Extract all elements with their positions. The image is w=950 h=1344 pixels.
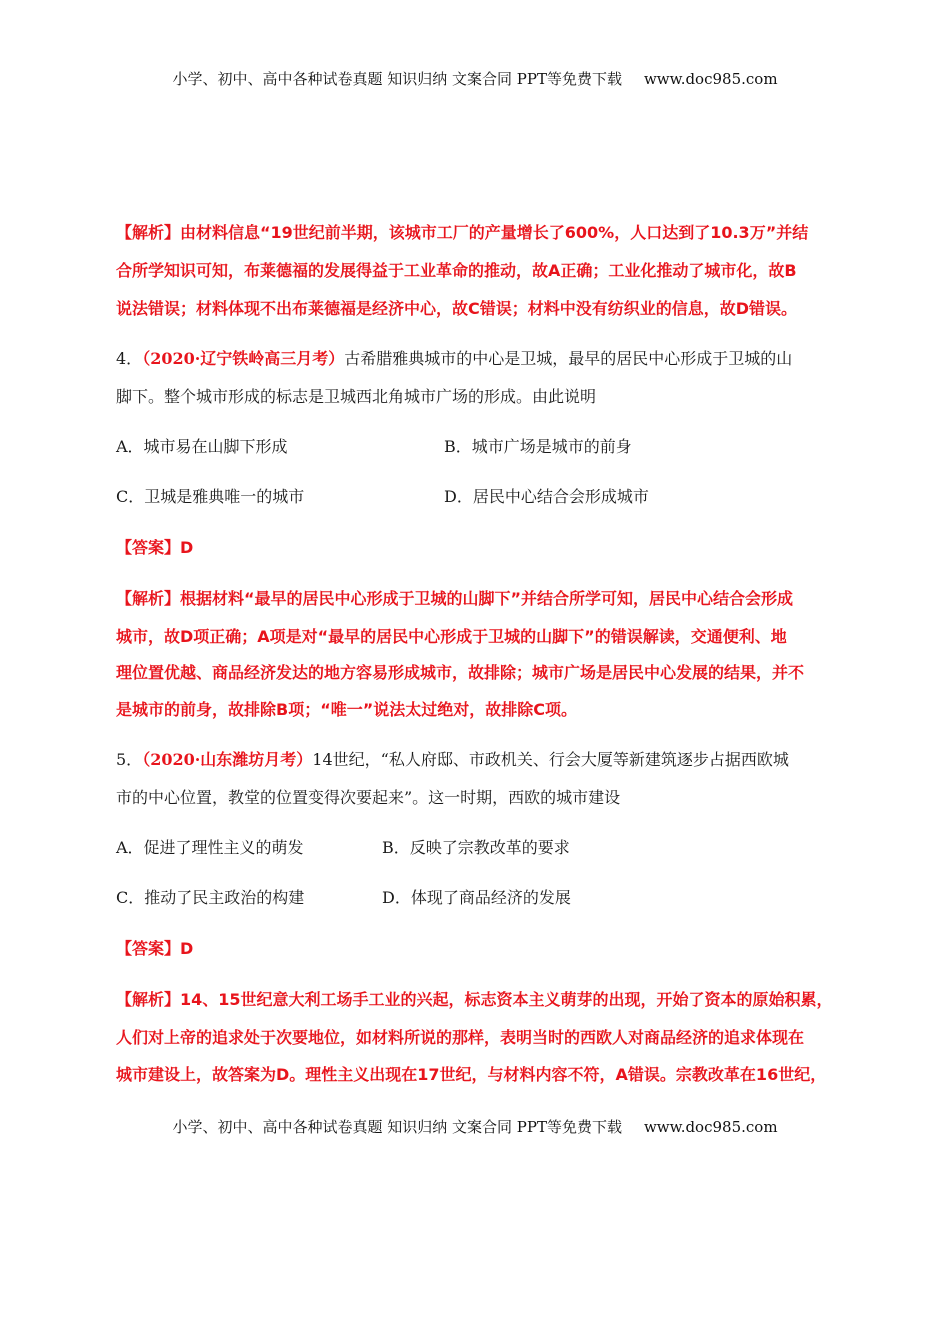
q5-analysis-line-3: 城市建设上，故答案为D。理性主义出现在17世纪，与材料内容不符，A错误。宗教改革在16世纪， [116, 1065, 827, 1084]
prev-analysis-line-1: 【解析】由材料信息“19世纪前半期，该城市工厂的产量增长了600%，人口达到了10.3万”并结 [116, 223, 809, 242]
q5-option-b: B．反映了宗教改革的要求 [382, 838, 570, 857]
q4-option-b: B．城市广场是城市的前身 [444, 437, 632, 456]
q4-stem-line-2: 脚下。整个城市形成的标志是卫城西北角城市广场的形成。由此说明 [116, 387, 597, 406]
footer-site-link[interactable]: www.doc985.com [643, 1118, 778, 1136]
q4-analysis-line-2: 城市，故D项正确；A项是对“最早的居民中心形成于卫城的山脚下”的错误解读，交通便利、地 [116, 627, 787, 646]
q4-option-d: D．居民中心结合会形成城市 [444, 487, 649, 506]
prev-analysis-line-3: 说法错误；材料体现不出布莱德福是经济中心，故C错误；材料中没有纺织业的信息，故D错误。 [116, 299, 798, 318]
q4-analysis-line-1: 【解析】根据材料“最早的居民中心形成于卫城的山脚下”并结合所学可知，居民中心结合会形成 [116, 589, 794, 608]
q5-answer: 【答案】D [116, 939, 194, 958]
q5-analysis-line-2: 人们对上帝的追求处于次要地位，如材料所说的那样，表明当时的西欧人对商品经济的追求体现在 [116, 1028, 805, 1047]
header-site-link[interactable]: www.doc985.com [643, 70, 778, 88]
q4-analysis-line-3: 理位置优越、商品经济发达的地方容易形成城市，故排除；城市广场是居民中心发展的结果，并不 [116, 663, 805, 682]
prev-analysis-line-2: 合所学知识可知，布莱德福的发展得益于工业革命的推动，故A正确；工业化推动了城市化，故B [116, 261, 797, 280]
q5-number: 5． [116, 750, 143, 769]
page-footer [0, 1116, 950, 1137]
q4-number: 4． [116, 349, 143, 368]
q5-stem-text: 14世纪，“私人府邸、市政机关、行会大厦等新建筑逐步占据西欧城 [312, 750, 789, 769]
q4-analysis-line-4: 是城市的前身，故排除B项；“唯一”说法太过绝对，故排除C项。 [116, 700, 577, 719]
q5-option-d: D．体现了商品经济的发展 [382, 888, 571, 907]
q5-stem-line-1 [116, 747, 789, 770]
q4-option-c: C．卫城是雅典唯一的城市 [116, 487, 305, 506]
footer-text: 小学、初中、高中各种试卷真题 知识归纳 文案合同 PPT等免费下载 [172, 1118, 622, 1136]
q5-analysis-line-1: 【解析】14、15世纪意大利工场手工业的兴起，标志资本主义萌芽的出现，开始了资本的原始积累， [116, 990, 833, 1009]
q4-source: （2020·辽宁铁岭高三月考） [142, 349, 345, 368]
q5-stem-line-2: 市的中心位置，教堂的位置变得次要起来”。这一时期，西欧的城市建设 [116, 788, 621, 807]
page-header [0, 68, 950, 89]
q4-answer: 【答案】D [116, 538, 194, 557]
q4-stem-text: 古希腊雅典城市的中心是卫城，最早的居民中心形成于卫城的山 [344, 349, 793, 368]
q5-option-c: C．推动了民主政治的构建 [116, 888, 305, 907]
q5-option-a: A．促进了理性主义的萌发 [116, 838, 304, 857]
q4-option-a: A．城市易在山脚下形成 [116, 437, 288, 456]
header-text: 小学、初中、高中各种试卷真题 知识归纳 文案合同 PPT等免费下载 [172, 70, 622, 88]
q4-stem-line-1 [116, 346, 792, 369]
q5-source: （2020·山东潍坊月考） [142, 750, 313, 769]
